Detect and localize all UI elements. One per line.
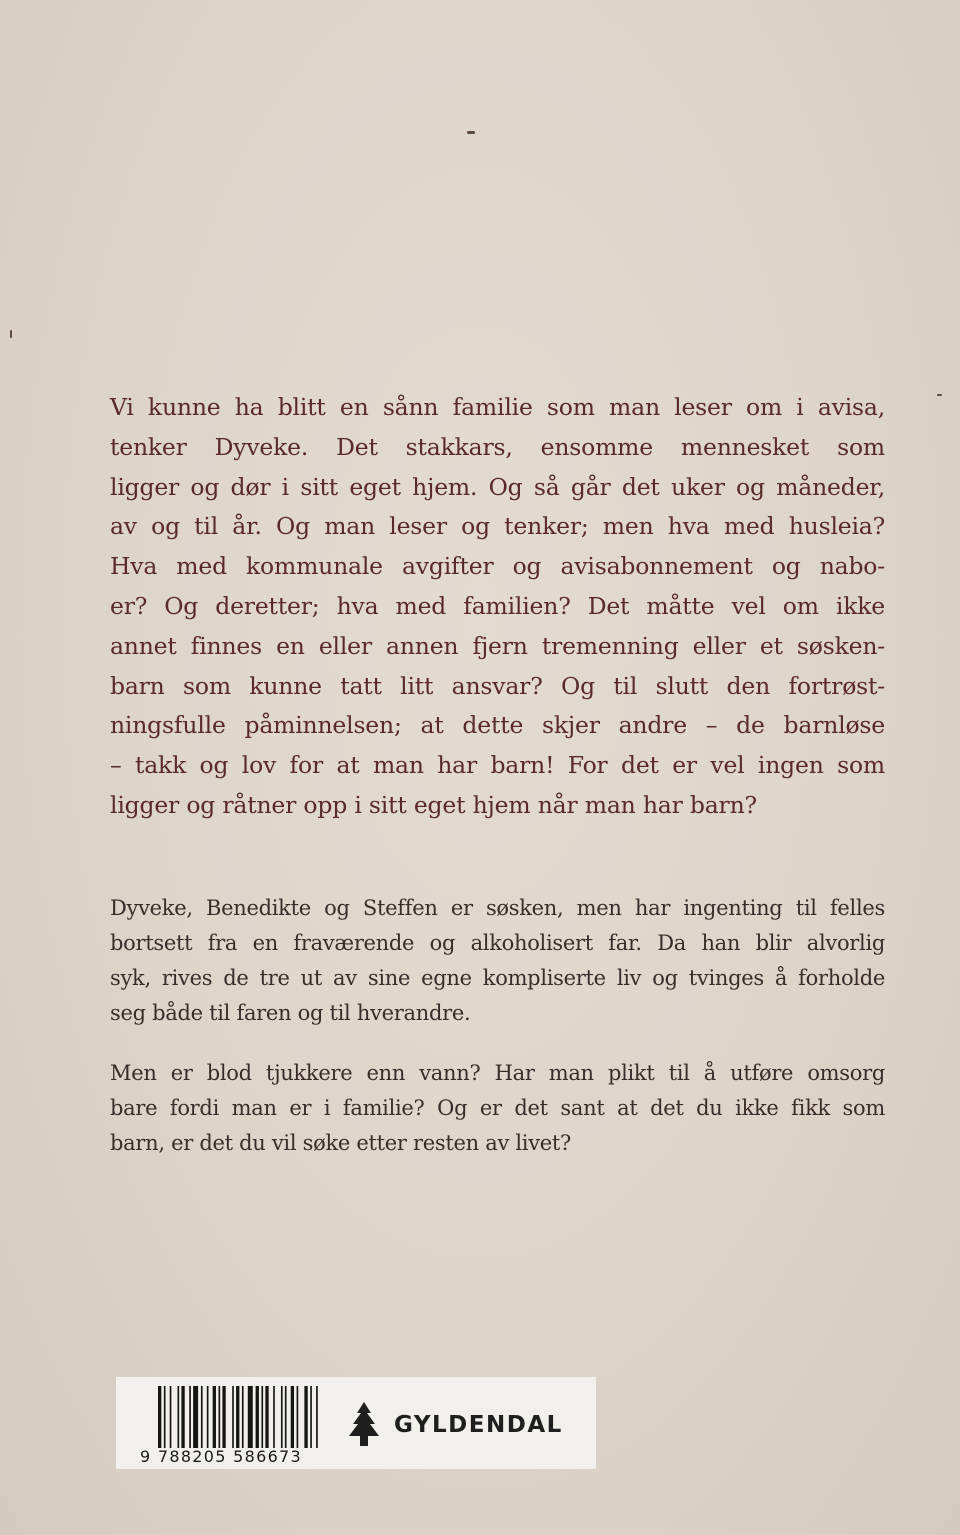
blurb-line: Hva med kommunale avgifter og avisabonnement og nabo- [110,552,885,581]
barcode-bar [261,1386,263,1448]
summary-line: syk, rives de tre ut av sine egne kompliserte liv og tvinges å forholde [110,966,885,990]
blurb-text [110,388,885,826]
spruce-tree-icon [344,1400,384,1450]
summary-line: Dyveke, Benedikte og Steffen er søsken, men har ingenting til felles [110,896,885,920]
barcode-bar [248,1386,253,1448]
barcode-bar [281,1386,283,1448]
blurb-line: ningsfulle påminnelsen; at dette skjer andre – de barnløse [110,711,885,740]
barcode-bar [285,1386,287,1448]
barcode-bar [316,1386,318,1448]
publisher-name: GYLDENDAL [394,1412,563,1438]
cover-speck [937,394,942,396]
blurb-line: er? Og deretter; hva med familien? Det måtte vel om ikke [110,591,885,620]
publisher-logo [344,1400,563,1450]
blurb-line: tenker Dyveke. Det stakkars, ensomme mennesket som [110,432,885,461]
blurb-line: av og til år. Og man leser og tenker; men hva med husleia? [110,512,885,541]
barcode-bar [242,1386,244,1448]
barcode-bar [181,1386,184,1448]
blurb-line: – takk og lov for at man har barn! For det er vel ingen som [110,751,885,780]
barcode-bar [178,1386,180,1448]
blurb-line: barn som kunne tatt litt ansvar? Og til slutt den fortrøst- [110,671,885,700]
barcode-bar [189,1386,191,1448]
barcode-bar [256,1386,259,1448]
blurb-line: ligger og råtner opp i sitt eget hjem når man har barn? [110,790,757,819]
summary-line: Men er blod tjukkere enn vann? Har man plikt til å utføre omsorg [110,1061,885,1085]
cover-speck [10,330,12,338]
blurb-line: annet finnes en eller annen fjern tremenning eller et søsken- [110,631,885,660]
barcode-bar [222,1386,225,1448]
summary-line: seg både til faren og til hverandre. [110,1001,471,1025]
blurb-line: Vi kunne ha blitt en sånn familie som man leser om i avisa, [110,393,885,421]
barcode-bar [265,1386,268,1448]
barcode-bar [291,1386,294,1448]
barcode-bar [273,1386,275,1448]
blurb-line: ligger og dør i sitt eget hjem. Og så går det uker og måneder, [110,472,885,501]
barcode-bar [219,1386,221,1448]
summary-paragraph-2 [110,1056,885,1161]
barcode-bar [297,1386,299,1448]
barcode-icon [158,1386,320,1448]
summary-paragraph-1 [110,891,885,1031]
summary-line: bare fordi man er i familie? Og er det sant at det du ikke fikk som [110,1096,885,1120]
barcode-bar [201,1386,203,1448]
barcode-bar [193,1386,198,1448]
isbn-number: 9 788205 586673 [140,1447,303,1466]
barcode-bar [164,1386,166,1448]
barcode-bar [158,1386,161,1448]
cover-speck [467,131,475,134]
barcode-bar [310,1386,312,1448]
barcode-bar [170,1386,172,1448]
barcode-bar [236,1386,239,1448]
barcode-bar [232,1386,234,1448]
summary-line: bortsett fra en fraværende og alkoholisert far. Da han blir alvorlig [110,931,885,955]
summary-line: barn, er det du vil søke etter resten av livet? [110,1131,572,1155]
barcode-bar [213,1386,216,1448]
barcode-bar [304,1386,307,1448]
barcode-bar [207,1386,209,1448]
